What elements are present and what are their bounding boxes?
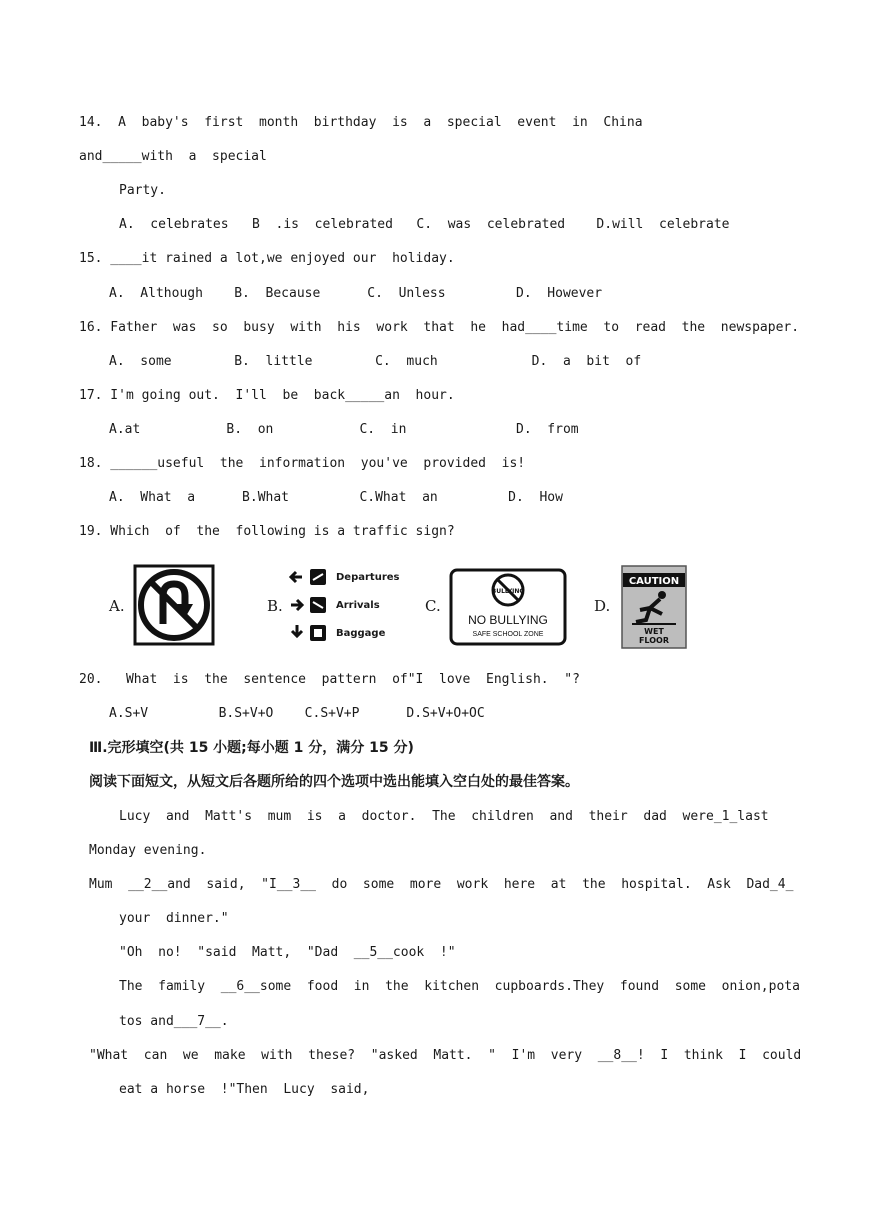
- no-bullying-sign: [449, 568, 567, 646]
- floor-text: FLOOR: [638, 636, 670, 645]
- caution-text: CAUTION: [628, 576, 680, 587]
- passage-line-5: "Oh no! "said Matt, "Dad __5__cook !": [119, 945, 456, 960]
- no-bullying-small-text: BULLYING: [491, 588, 525, 595]
- q15-stem: 15. ____it rained a lot,we enjoyed our holiday.: [79, 251, 455, 266]
- caution-wet-floor-sign: [618, 564, 690, 650]
- section3-heading: Ⅲ.完形填空(共 15 小题;每小题 1 分，满分 15 分): [89, 740, 414, 756]
- passage-line-1: Lucy and Matt's mum is a doctor. The children and their dad were_1_last: [119, 809, 769, 824]
- safe-school-zone-text: SAFE SCHOOL ZONE: [472, 631, 544, 638]
- passage-line-3: Mum __2__and said, "I__3__ do some more work here at the hospital. Ask Dad_4_: [89, 877, 794, 892]
- wet-text: WET: [644, 627, 664, 636]
- passage-line-9: eat a horse !"Then Lucy said,: [119, 1082, 370, 1097]
- arrivals-label: Arrivals: [336, 600, 380, 611]
- airport-direction-icons: [288, 566, 328, 644]
- q17-options: A.at B. on C. in D. from: [109, 422, 579, 437]
- q19-label-a: A.: [109, 597, 125, 615]
- departures-label: Departures: [336, 572, 400, 583]
- passage-line-6: The family __6__some food in the kitchen cupboards.They found some onion,pota: [119, 979, 800, 994]
- passage-line-2: Monday evening.: [89, 843, 207, 858]
- baggage-label: Baggage: [336, 628, 386, 639]
- q16-stem: 16. Father was so busy with his work that he had____time to read the newspaper.: [79, 320, 800, 335]
- q15-options: A. Although B. Because C. Unless D. However: [109, 286, 603, 301]
- q20-options: A.S+V B.S+V+O C.S+V+P D.S+V+O+OC: [109, 706, 485, 721]
- passage-line-4: your dinner.": [119, 911, 229, 926]
- no-bullying-main-text: NO BULLYING: [468, 613, 548, 627]
- passage-line-7: tos and___7__.: [119, 1014, 229, 1029]
- q19-stem: 19. Which of the following is a traffic sign?: [79, 524, 455, 539]
- section3-instruction: 阅读下面短文，从短文后各题所给的四个选项中选出能填入空白处的最佳答案。: [89, 774, 579, 790]
- q20-stem: 20. What is the sentence pattern of"I love English. "?: [79, 672, 580, 687]
- q14-stem-line2: and_____with a special: [79, 149, 267, 164]
- q14-options: A. celebrates B .is celebrated C. was celebrated D.will celebrate: [119, 217, 730, 232]
- q17-stem: 17. I'm going out. I'll be back_____an hour.: [79, 388, 455, 403]
- q19-label-b: B.: [267, 597, 283, 615]
- q18-stem: 18. ______useful the information you've provided is!: [79, 456, 526, 471]
- q14-stem-line1: 14. A baby's first month birthday is a special event in China: [79, 115, 643, 130]
- q16-options: A. some B. little C. much D. a bit of: [109, 354, 642, 369]
- q18-options: A. What a B.What C.What an D. How: [109, 490, 563, 505]
- q19-label-c: C.: [425, 597, 441, 615]
- q19-label-d: D.: [594, 597, 611, 615]
- passage-line-8: "What can we make with these? "asked Matt. " I'm very __8__! I think I could: [89, 1048, 802, 1063]
- no-u-turn-sign: [133, 564, 215, 646]
- q14-stem-line3: Party.: [119, 183, 166, 198]
